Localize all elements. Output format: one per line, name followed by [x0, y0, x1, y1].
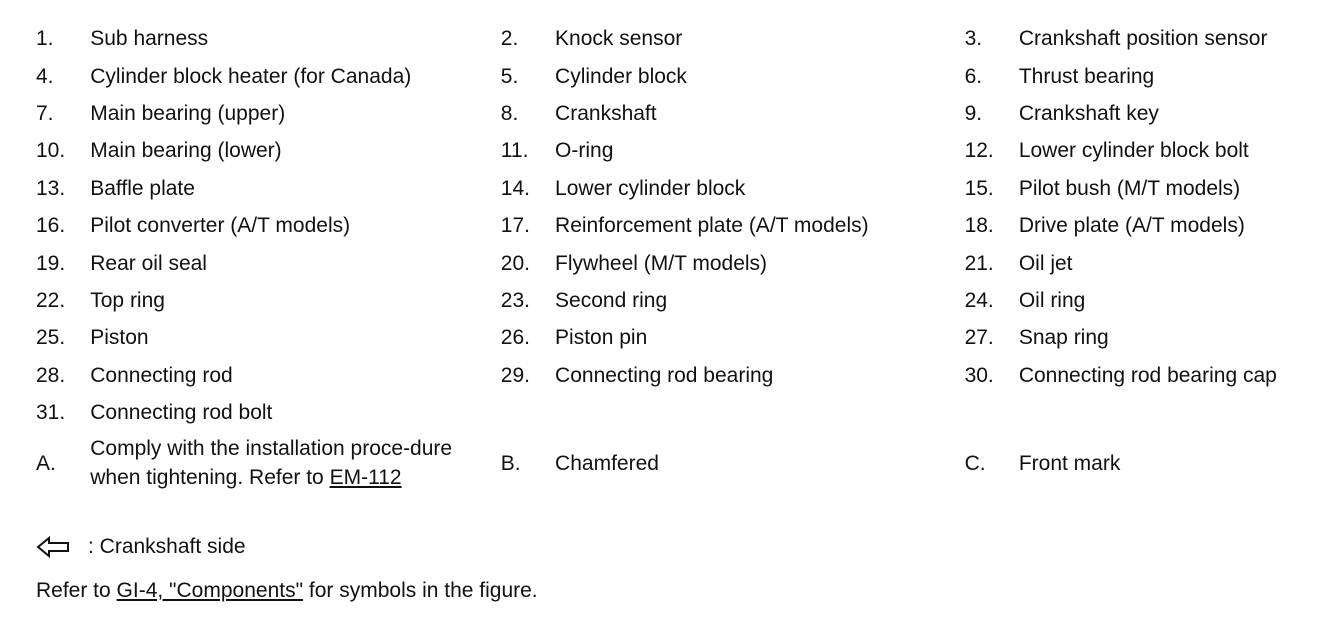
- item-label: Main bearing (upper): [90, 101, 286, 125]
- item-label: [555, 394, 965, 431]
- item-label: Crankshaft position sensor: [1018, 27, 1268, 51]
- item-number: 22.: [36, 288, 66, 312]
- item-label: O-ring: [555, 139, 614, 163]
- refer-line: [36, 576, 538, 606]
- legend-row: [36, 244, 1326, 281]
- item-label: Thrust bearing: [1018, 64, 1155, 88]
- refer-prefix: Refer to: [36, 579, 117, 602]
- item-number: 1.: [36, 27, 54, 51]
- legend-row: [36, 132, 1326, 169]
- item-label: Second ring: [555, 288, 668, 312]
- item-number: 5.: [500, 64, 519, 88]
- item-number: 11.: [500, 139, 529, 163]
- item-number: 3.: [964, 27, 983, 51]
- item-label: Cylinder block heater (for Canada): [90, 64, 412, 88]
- item-label: [1019, 394, 1326, 431]
- item-number: 25.: [36, 326, 66, 350]
- note-letter-a: A.: [36, 451, 56, 475]
- item-label: Piston: [90, 326, 149, 350]
- item-label: Crankshaft key: [1018, 101, 1159, 125]
- em-112-link[interactable]: EM-112: [329, 466, 402, 490]
- item-number: 28.: [36, 363, 66, 387]
- item-number: 4.: [36, 64, 54, 88]
- item-label: Snap ring: [1018, 326, 1109, 350]
- item-label: Flywheel (M/T models): [555, 251, 768, 275]
- arrow-legend-text: : Crankshaft side: [88, 535, 246, 558]
- item-number: 19.: [36, 251, 66, 275]
- legend-row: [36, 319, 1326, 356]
- legend-row: [36, 95, 1326, 132]
- item-label: Knock sensor: [555, 27, 683, 51]
- item-label: Baffle plate: [90, 176, 195, 200]
- item-label: Connecting rod bearing cap: [1018, 363, 1277, 387]
- item-label: Oil jet: [1018, 251, 1073, 275]
- item-label: Sub harness: [90, 27, 209, 51]
- item-label: Connecting rod bolt: [90, 401, 273, 425]
- item-label: Lower cylinder block: [555, 176, 746, 200]
- item-label: Drive plate (A/T models): [1018, 214, 1245, 238]
- legend-row: [36, 20, 1326, 57]
- gi-4-components-link[interactable]: GI-4, "Components": [116, 579, 304, 602]
- item-number: 30.: [964, 363, 994, 387]
- legend-row: [36, 394, 1326, 431]
- item-number: 31.: [36, 401, 66, 425]
- item-label: Cylinder block: [555, 64, 687, 88]
- legend-row: [36, 170, 1326, 207]
- note-letter-b: B.: [500, 451, 521, 475]
- item-number: 15.: [964, 176, 994, 200]
- item-number: 2.: [500, 27, 519, 51]
- note-text-a: [90, 431, 501, 495]
- item-label: Pilot bush (M/T models): [1018, 176, 1241, 200]
- note-a-text: Comply with the installation proce-dure when tightening. Refer to: [90, 437, 453, 490]
- item-number: 17.: [500, 214, 530, 238]
- note-row: [36, 431, 1326, 495]
- item-label: Piston pin: [555, 326, 648, 350]
- item-label: Main bearing (lower): [90, 139, 282, 163]
- item-number: 7.: [36, 101, 54, 125]
- item-number: [965, 394, 1019, 431]
- legend-row: [36, 282, 1326, 319]
- item-label: Reinforcement plate (A/T models): [555, 214, 869, 238]
- item-label: Oil ring: [1018, 288, 1086, 312]
- item-label: Rear oil seal: [90, 251, 207, 275]
- item-number: 10.: [36, 139, 66, 163]
- item-number: 29.: [500, 363, 530, 387]
- item-number: 26.: [500, 326, 530, 350]
- legend-body: [36, 20, 1326, 495]
- item-number: 6.: [964, 64, 983, 88]
- item-number: 14.: [500, 176, 530, 200]
- refer-suffix: for symbols in the figure.: [303, 579, 538, 602]
- item-number: 23.: [500, 288, 530, 312]
- item-label: Pilot converter (A/T models): [90, 214, 351, 238]
- item-number: [501, 394, 555, 431]
- item-label: Connecting rod: [90, 363, 233, 387]
- item-label: Lower cylinder block bolt: [1018, 139, 1249, 163]
- item-label: Top ring: [90, 288, 165, 312]
- item-label: Crankshaft: [555, 101, 657, 125]
- item-number: 8.: [500, 101, 519, 125]
- item-number: 12.: [964, 139, 994, 163]
- note-letter-c: C.: [964, 451, 986, 475]
- item-number: 21.: [964, 251, 994, 275]
- item-number: 9.: [964, 101, 983, 125]
- legend-row: [36, 357, 1326, 394]
- item-label: Connecting rod bearing: [555, 363, 774, 387]
- legend-row: [36, 57, 1326, 94]
- arrow-legend: [36, 532, 246, 562]
- component-legend: [36, 20, 1326, 495]
- item-number: 18.: [964, 214, 994, 238]
- note-text-b: Chamfered: [555, 451, 659, 475]
- item-number: 27.: [964, 326, 994, 350]
- legend-row: [36, 207, 1326, 244]
- hollow-left-arrow-icon: [36, 535, 70, 559]
- note-text-c: Front mark: [1018, 451, 1121, 475]
- item-number: 13.: [36, 176, 66, 200]
- item-number: 16.: [36, 214, 66, 238]
- item-number: 24.: [964, 288, 994, 312]
- item-number: 20.: [500, 251, 530, 275]
